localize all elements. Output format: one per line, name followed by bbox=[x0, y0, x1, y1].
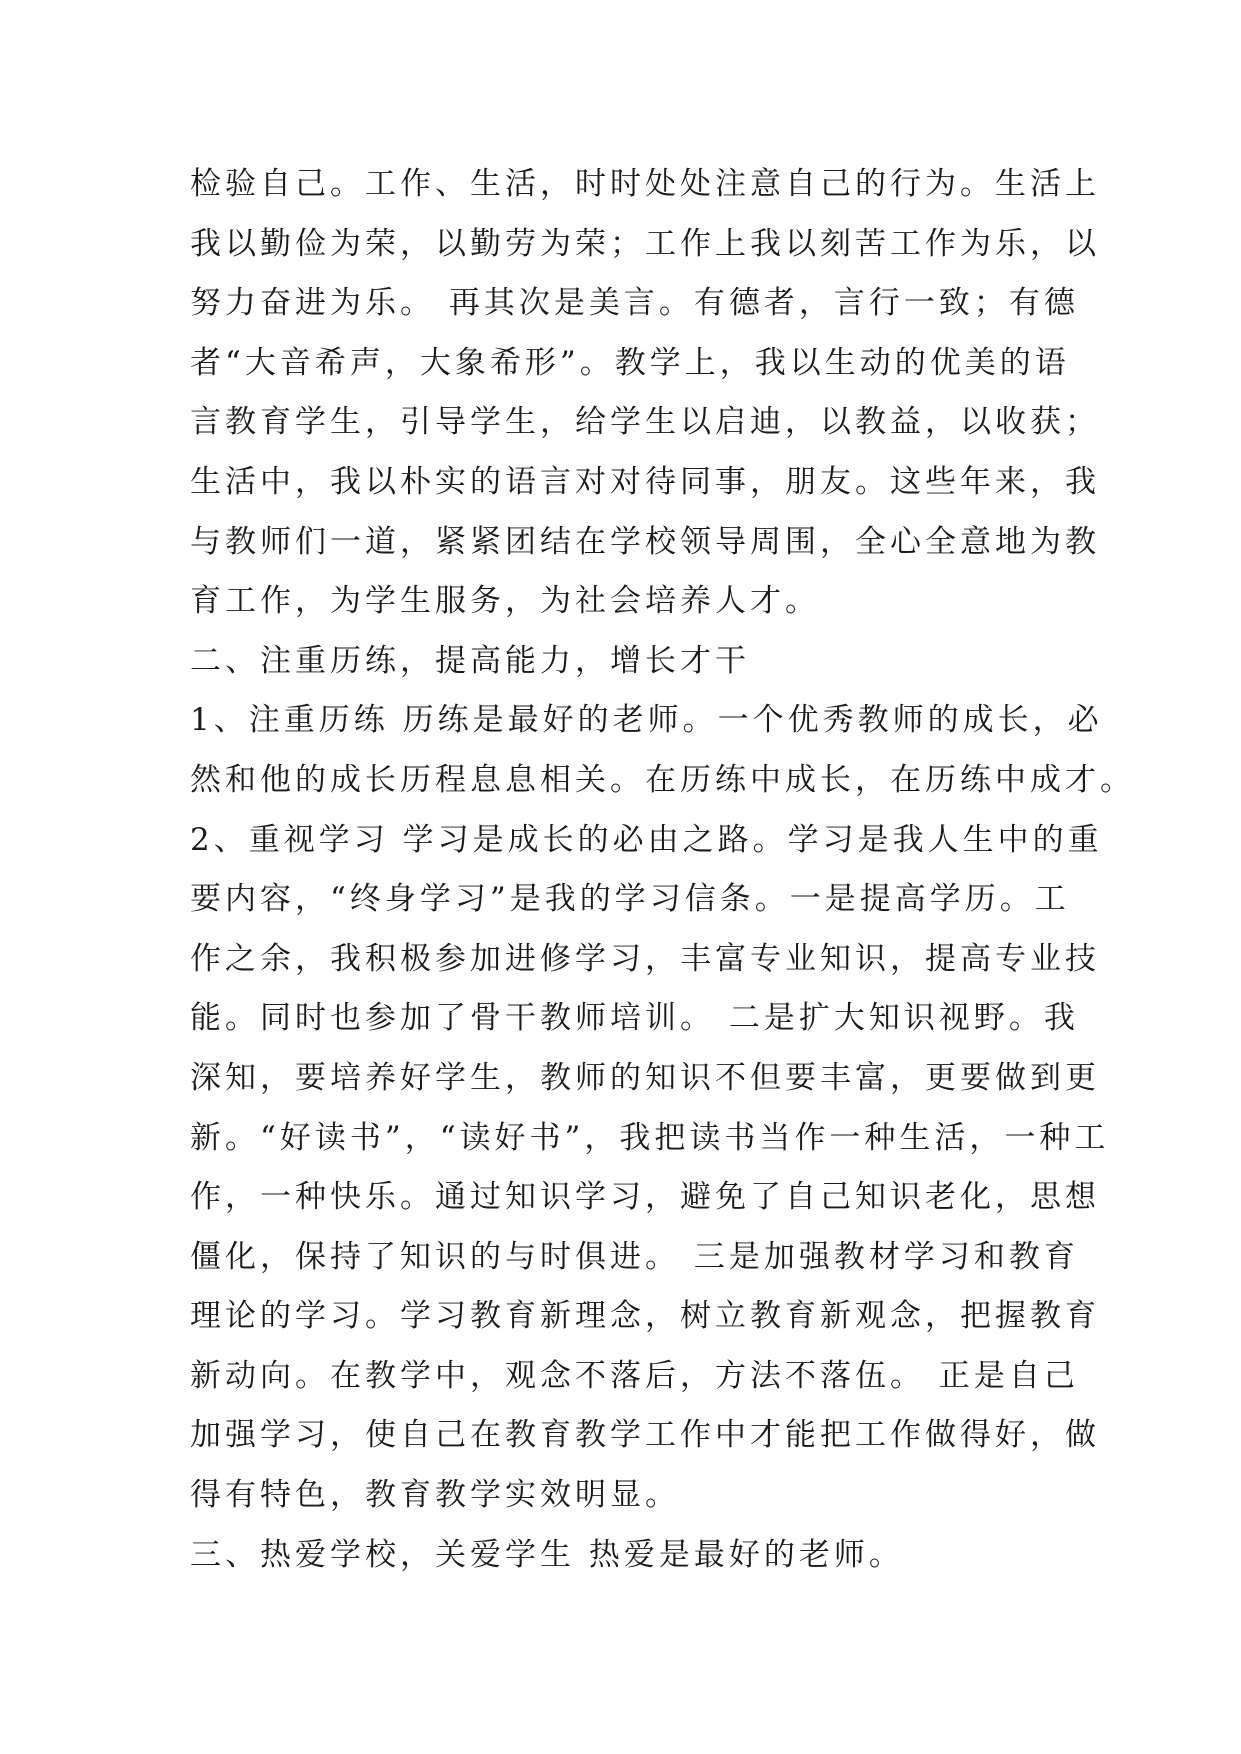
body-line-10: 1、注重历练 历练是最好的老师。一个优秀教师的成长，必 bbox=[190, 702, 1103, 739]
body-line-6: 生活中，我以朴实的语言对对待同事，朋友。这些年来，我 bbox=[190, 463, 1100, 500]
body-line-8: 育工作，为学生服务，为社会培养人才。 bbox=[190, 583, 820, 620]
body-line-4: 者“大音希声，大象希形”。教学上，我以生动的优美的语 bbox=[190, 344, 1070, 381]
body-line-13: 要内容，“终身学习”是我的学习信条。一是提高学历。工 bbox=[190, 881, 1070, 918]
body-line-18: 作，一种快乐。通过知识学习，避免了自己知识老化，思想 bbox=[190, 1179, 1100, 1216]
body-line-11: 然和他的成长历程息息相关。在历练中成长，在历练中成才。 bbox=[190, 761, 1135, 798]
body-line-21: 新动向。在教学中，观念不落后，方法不落伍。 正是自己 bbox=[190, 1357, 1079, 1394]
document-body bbox=[190, 155, 1135, 1585]
body-line-22: 加强学习，使自己在教育教学工作中才能把工作做得好，做 bbox=[190, 1417, 1100, 1454]
body-line-3: 努力奋进为乐。 再其次是美言。有德者，言行一致；有德 bbox=[190, 285, 1079, 322]
body-line-1: 检验自己。工作、生活，时时处处注意自己的行为。生活上 bbox=[190, 166, 1100, 202]
section-heading-3: 三、热爱学校，关爱学生 热爱是最好的老师。 bbox=[190, 1536, 904, 1573]
body-line-23: 得有特色，教育教学实效明显。 bbox=[190, 1477, 680, 1514]
body-line-14: 作之余，我积极参加进修学习，丰富专业知识，提高专业技 bbox=[190, 940, 1100, 977]
body-line-16: 深知，要培养好学生，教师的知识不但要丰富，更要做到更 bbox=[190, 1059, 1100, 1096]
body-line-2: 我以勤俭为荣，以勤劳为荣；工作上我以刻苦工作为乐，以 bbox=[190, 225, 1100, 262]
body-line-15: 能。同时也参加了骨干教师培训。 二是扩大知识视野。我 bbox=[190, 1000, 1079, 1037]
body-line-7: 与教师们一道，紧紧团结在学校领导周围，全心全意地为教 bbox=[190, 523, 1100, 560]
body-line-19: 僵化，保持了知识的与时俱进。 三是加强教材学习和教育 bbox=[190, 1238, 1079, 1275]
body-line-12: 2、重视学习 学习是成长的必由之路。学习是我人生中的重 bbox=[190, 821, 1103, 858]
section-heading-2: 二、注重历练，提高能力，增长才干 bbox=[190, 642, 750, 679]
body-line-5: 言教育学生，引导学生，给学生以启迪，以教益，以收获； bbox=[190, 404, 1100, 441]
body-line-20: 理论的学习。学习教育新理念，树立教育新观念，把握教育 bbox=[190, 1298, 1100, 1335]
body-line-17: 新。“好读书”，“读好书”，我把读书当作一种生活，一种工 bbox=[190, 1119, 1110, 1156]
